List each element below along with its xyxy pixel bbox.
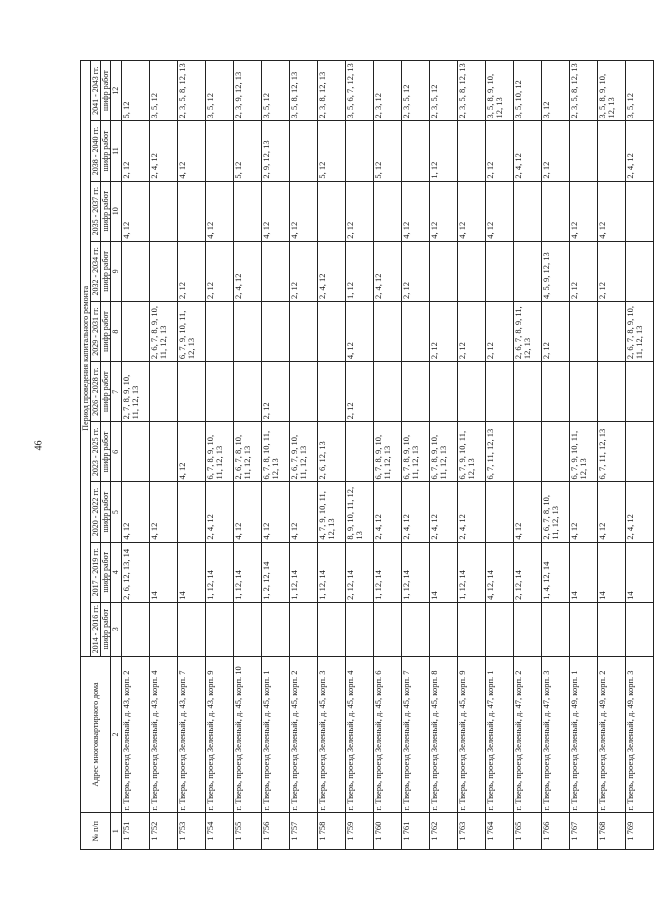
work-code-cell: 2, 4, 12 xyxy=(429,482,457,542)
address-cell: г. Тверь, проезд Зеленый, д. 45, корп. 9 xyxy=(457,656,485,813)
work-code-cell: 14 xyxy=(149,542,177,602)
work-code-cell xyxy=(289,362,317,422)
work-code-cell: 2, 4, 12 xyxy=(625,482,653,542)
work-code-cell: 2, 6, 7, 8, 10, 11, 12, 13 xyxy=(541,482,569,542)
work-code-cell: 4, 12 xyxy=(121,181,149,241)
work-code-cell: 4, 12 xyxy=(289,482,317,542)
work-code-cell xyxy=(625,241,653,301)
row-number-cell: 1 752 xyxy=(149,813,177,850)
work-code-cell: 4, 7, 9, 10, 11, 12, 13 xyxy=(317,482,345,542)
work-code-cell: 4, 12 xyxy=(177,121,205,181)
row-number-cell: 1 754 xyxy=(205,813,233,850)
work-code-cell xyxy=(597,301,625,361)
work-code-cell: 2, 12 xyxy=(121,121,149,181)
row-number-cell: 1 760 xyxy=(373,813,401,850)
work-code-cell: 4, 12 xyxy=(261,181,289,241)
work-code-cell xyxy=(121,241,149,301)
header-period-6: 2032 - 2034 гг. xyxy=(91,241,101,301)
column-number: 9 xyxy=(111,241,122,301)
work-code-cell: 3, 5, 6, 7, 12, 13 xyxy=(345,61,373,121)
row-number-cell: 1 764 xyxy=(485,813,513,850)
work-code-cell: 2, 3, 5, 8, 12, 13 xyxy=(457,61,485,121)
work-code-cell xyxy=(513,602,541,656)
work-code-cell xyxy=(149,362,177,422)
work-code-cell: 2, 12 xyxy=(429,301,457,361)
work-code-cell: 2, 12 xyxy=(541,301,569,361)
row-number-cell: 1 768 xyxy=(597,813,625,850)
work-code-cell: 2, 3, 5, 12 xyxy=(401,61,429,121)
work-code-cell: 2, 4, 12 xyxy=(317,241,345,301)
work-code-cell: 6, 7, 9, 10, 11, 12, 13 xyxy=(569,422,597,482)
work-code-cell: 1, 12, 14 xyxy=(317,542,345,602)
table-row xyxy=(289,61,317,850)
table-row xyxy=(121,61,149,850)
work-code-cell: 2, 12 xyxy=(261,362,289,422)
column-number: 4 xyxy=(111,542,122,602)
address-cell: г. Тверь, проезд Зеленый, д. 45, корп. 1 xyxy=(261,656,289,813)
work-code-cell: 3, 12 xyxy=(541,61,569,121)
address-cell: г. Тверь, проезд Зеленый, д. 45, корп. 10 xyxy=(233,656,261,813)
row-number-cell: 1 751 xyxy=(121,813,149,850)
work-code-cell: 2, 4, 12 xyxy=(205,482,233,542)
column-number: 5 xyxy=(111,482,122,542)
work-code-cell: 6, 7, 8, 10, 11, 12, 13 xyxy=(261,422,289,482)
work-code-cell xyxy=(401,121,429,181)
row-number-cell: 1 762 xyxy=(429,813,457,850)
work-code-cell: 2, 3, 5, 8, 12, 13 xyxy=(569,61,597,121)
work-code-cell xyxy=(121,602,149,656)
column-number: 6 xyxy=(111,422,122,482)
work-code-cell xyxy=(261,301,289,361)
header-period-8: 2038 - 2040 гг. xyxy=(91,121,101,181)
work-code-cell xyxy=(625,181,653,241)
row-number-cell: 1 761 xyxy=(401,813,429,850)
work-code-cell: 1, 12, 14 xyxy=(233,542,261,602)
work-code-cell: 2, 3, 12 xyxy=(373,61,401,121)
work-code-cell: 2, 3, 8, 12, 13 xyxy=(317,61,345,121)
work-code-cell: 2, 4, 12 xyxy=(513,121,541,181)
table-row xyxy=(345,61,373,850)
work-code-cell: 2, 4, 12 xyxy=(373,241,401,301)
row-number-cell: 1 767 xyxy=(569,813,597,850)
table-row xyxy=(205,61,233,850)
repair-schedule-table-wrapper xyxy=(80,60,645,850)
work-code-cell: 2, 6, 7, 8, 9, 10, 11, 12, 13 xyxy=(625,301,653,361)
work-code-cell: 4, 12 xyxy=(233,482,261,542)
work-code-cell: 1, 12 xyxy=(345,241,373,301)
work-code-cell xyxy=(541,602,569,656)
work-code-cell xyxy=(513,241,541,301)
work-code-cell xyxy=(289,121,317,181)
work-code-cell: 6, 7, 11, 12, 13 xyxy=(597,422,625,482)
work-code-cell: 4, 12 xyxy=(401,181,429,241)
work-code-cell xyxy=(513,362,541,422)
work-code-cell: 2, 12 xyxy=(597,241,625,301)
address-cell: г. Тверь, проезд Зеленый, д. 47, корп. 2 xyxy=(513,656,541,813)
header-work-code: шифр работ xyxy=(101,61,111,121)
table-row xyxy=(485,61,513,850)
work-code-cell xyxy=(569,362,597,422)
row-number-cell: 1 759 xyxy=(345,813,373,850)
work-code-cell: 6, 7, 8, 9, 10, 11, 12, 13 xyxy=(205,422,233,482)
column-number: 3 xyxy=(111,602,122,656)
work-code-cell xyxy=(625,602,653,656)
page-number: 46 xyxy=(33,440,45,451)
work-code-cell: 1, 12, 14 xyxy=(289,542,317,602)
address-cell: г. Тверь, проезд Зеленый, д. 43, корп. 7 xyxy=(177,656,205,813)
header-no: № п/п xyxy=(81,813,111,850)
work-code-cell xyxy=(429,362,457,422)
address-cell: г. Тверь, проезд Зеленый, д. 45, корп. 2 xyxy=(289,656,317,813)
work-code-cell: 2, 12 xyxy=(569,241,597,301)
table-row xyxy=(317,61,345,850)
row-number-cell: 1 753 xyxy=(177,813,205,850)
work-code-cell: 3, 5, 10, 12 xyxy=(513,61,541,121)
work-code-cell: 4, 12 xyxy=(485,181,513,241)
work-code-cell xyxy=(485,241,513,301)
work-code-cell: 2, 12, 14 xyxy=(513,542,541,602)
work-code-cell: 2, 6, 7, 8, 9, 11, 12, 13 xyxy=(513,301,541,361)
work-code-cell: 2, 12 xyxy=(345,362,373,422)
work-code-cell: 2, 12 xyxy=(205,241,233,301)
work-code-cell: 2, 4, 12 xyxy=(373,482,401,542)
column-number: 11 xyxy=(111,121,122,181)
work-code-cell: 1, 12, 14 xyxy=(457,542,485,602)
address-cell: г. Тверь, проезд Зеленый, д. 45, корп. 8 xyxy=(429,656,457,813)
work-code-cell: 6, 7, 8, 9, 10, 11, 12, 13 xyxy=(429,422,457,482)
work-code-cell xyxy=(233,181,261,241)
repair-schedule-table xyxy=(80,60,654,850)
work-code-cell: 1, 12 xyxy=(429,121,457,181)
table-row xyxy=(457,61,485,850)
work-code-cell: 2, 12 xyxy=(289,241,317,301)
row-number-cell: 1 755 xyxy=(233,813,261,850)
row-number-cell: 1 763 xyxy=(457,813,485,850)
work-code-cell: 4, 12 xyxy=(261,482,289,542)
work-code-cell: 6, 7, 11, 12, 13 xyxy=(485,422,513,482)
work-code-cell: 3, 5, 8, 9, 10, 12, 13 xyxy=(485,61,513,121)
table-row xyxy=(233,61,261,850)
header-period-2: 2020 - 2022 гг. xyxy=(91,482,101,542)
work-code-cell xyxy=(541,181,569,241)
header-work-code: шифр работ xyxy=(101,422,111,482)
work-code-cell xyxy=(513,181,541,241)
work-code-cell: 4, 12 xyxy=(569,482,597,542)
work-code-cell: 2, 4, 12 xyxy=(401,482,429,542)
work-code-cell: 5, 12 xyxy=(373,121,401,181)
header-period: Период проведения капитального ремонта xyxy=(81,61,91,657)
work-code-cell xyxy=(429,602,457,656)
table-row xyxy=(401,61,429,850)
work-code-cell: 2, 7, 8, 9, 10, 11, 12, 13 xyxy=(121,362,149,422)
work-code-cell xyxy=(373,301,401,361)
work-code-cell xyxy=(569,301,597,361)
work-code-cell: 4, 12 xyxy=(345,301,373,361)
work-code-cell xyxy=(149,422,177,482)
table-row xyxy=(569,61,597,850)
table-row xyxy=(541,61,569,850)
header-period-4: 2026 - 2028 гг. xyxy=(91,362,101,422)
work-code-cell: 4, 12 xyxy=(289,181,317,241)
work-code-cell xyxy=(457,241,485,301)
header-period-7: 2035 - 2037 гг. xyxy=(91,181,101,241)
work-code-cell: 2, 6, 12, 13, 14 xyxy=(121,542,149,602)
work-code-cell xyxy=(205,301,233,361)
column-number: 8 xyxy=(111,301,122,361)
address-cell: г. Тверь, проезд Зеленый, д. 45, корп. 6 xyxy=(373,656,401,813)
work-code-cell: 3, 5, 8, 9, 10, 12, 13 xyxy=(597,61,625,121)
work-code-cell xyxy=(317,301,345,361)
address-cell: г. Тверь, проезд Зеленый, д. 45, корп. 4 xyxy=(345,656,373,813)
work-code-cell xyxy=(485,362,513,422)
work-code-cell xyxy=(625,422,653,482)
work-code-cell: 2, 12 xyxy=(457,301,485,361)
work-code-cell xyxy=(121,301,149,361)
work-code-cell: 3, 5, 12 xyxy=(205,61,233,121)
work-code-cell: 2, 4, 12 xyxy=(149,121,177,181)
work-code-cell xyxy=(345,422,373,482)
work-code-cell xyxy=(457,362,485,422)
work-code-cell xyxy=(261,602,289,656)
table-row xyxy=(261,61,289,850)
work-code-cell: 2, 4, 12 xyxy=(233,241,261,301)
header-address: Адрес многоквартирного дома xyxy=(81,656,111,813)
work-code-cell xyxy=(513,422,541,482)
header-work-code: шифр работ xyxy=(101,542,111,602)
header-period-5: 2029 - 2031 гг. xyxy=(91,301,101,361)
work-code-cell: 4, 12 xyxy=(569,181,597,241)
work-code-cell: 2, 12 xyxy=(177,241,205,301)
work-code-cell xyxy=(177,181,205,241)
work-code-cell: 2, 3, 5, 12 xyxy=(429,61,457,121)
work-code-cell: 4, 12 xyxy=(597,482,625,542)
address-cell: г. Тверь, проезд Зеленый, д. 49, корп. 2 xyxy=(597,656,625,813)
work-code-cell xyxy=(569,602,597,656)
header-work-code: шифр работ xyxy=(101,482,111,542)
work-code-cell: 2, 6, 7, 8, 9, 10, 11, 12, 13 xyxy=(149,301,177,361)
work-code-cell xyxy=(205,602,233,656)
work-code-cell: 5, 12 xyxy=(121,61,149,121)
work-code-cell xyxy=(149,241,177,301)
work-code-cell xyxy=(177,482,205,542)
column-number: 7 xyxy=(111,362,122,422)
work-code-cell: 3, 5, 8, 12, 13 xyxy=(289,61,317,121)
work-code-cell: 2, 9, 12, 13 xyxy=(261,121,289,181)
work-code-cell: 14 xyxy=(569,542,597,602)
work-code-cell: 4, 12 xyxy=(597,181,625,241)
work-code-cell xyxy=(233,301,261,361)
work-code-cell xyxy=(429,241,457,301)
work-code-cell: 2, 12 xyxy=(345,181,373,241)
row-number-cell: 1 769 xyxy=(625,813,653,850)
work-code-cell: 4, 12 xyxy=(149,482,177,542)
work-code-cell: 2, 6, 7, 9, 10, 11, 12, 13 xyxy=(289,422,317,482)
column-number: 10 xyxy=(111,181,122,241)
work-code-cell xyxy=(345,121,373,181)
row-number-cell: 1 766 xyxy=(541,813,569,850)
work-code-cell xyxy=(597,121,625,181)
column-number: 12 xyxy=(111,61,122,121)
work-code-cell: 6, 7, 8, 9, 10, 11, 12, 13 xyxy=(401,422,429,482)
work-code-cell xyxy=(205,362,233,422)
work-code-cell xyxy=(121,422,149,482)
row-number-cell: 1 756 xyxy=(261,813,289,850)
work-code-cell xyxy=(401,301,429,361)
address-cell: г. Тверь, проезд Зеленый, д. 43, корп. 9 xyxy=(205,656,233,813)
work-code-cell: 3, 5, 12 xyxy=(625,61,653,121)
work-code-cell xyxy=(289,301,317,361)
work-code-cell xyxy=(541,362,569,422)
work-code-cell: 2, 3, 5, 8, 12, 13 xyxy=(177,61,205,121)
table-row xyxy=(429,61,457,850)
work-code-cell: 1, 12, 14 xyxy=(401,542,429,602)
work-code-cell xyxy=(317,181,345,241)
work-code-cell xyxy=(541,422,569,482)
work-code-cell: 3, 5, 12 xyxy=(149,61,177,121)
address-cell: г. Тверь, проезд Зеленый, д. 49, корп. 1 xyxy=(569,656,597,813)
address-cell: г. Тверь, проезд Зеленый, д. 47, корп. 3 xyxy=(541,656,569,813)
work-code-cell: 6, 7, 8, 9, 10, 11, 12, 13 xyxy=(373,422,401,482)
work-code-cell xyxy=(205,121,233,181)
work-code-cell: 1, 12, 14 xyxy=(373,542,401,602)
work-code-cell xyxy=(457,602,485,656)
table-row xyxy=(625,61,653,850)
work-code-cell: 4, 5, 9, 12, 13 xyxy=(541,241,569,301)
work-code-cell xyxy=(373,602,401,656)
work-code-cell: 14 xyxy=(597,542,625,602)
work-code-cell: 14 xyxy=(429,542,457,602)
work-code-cell: 4, 12 xyxy=(513,482,541,542)
header-period-0: 2014 - 2016 гг. xyxy=(91,602,101,656)
address-cell: г. Тверь, проезд Зеленый, д. 43, корп. 4 xyxy=(149,656,177,813)
column-number: 1 xyxy=(111,813,122,850)
header-work-code: шифр работ xyxy=(101,301,111,361)
header-work-code: шифр работ xyxy=(101,602,111,656)
header-work-code: шифр работ xyxy=(101,362,111,422)
table-row xyxy=(513,61,541,850)
work-code-cell: 1, 4, 12, 14 xyxy=(541,542,569,602)
work-code-cell: 2, 12 xyxy=(401,241,429,301)
header-work-code: шифр работ xyxy=(101,241,111,301)
work-code-cell xyxy=(289,602,317,656)
work-code-cell: 8, 9, 10, 11, 12, 13 xyxy=(345,482,373,542)
column-number: 2 xyxy=(111,656,122,813)
header-work-code: шифр работ xyxy=(101,181,111,241)
work-code-cell xyxy=(261,241,289,301)
work-code-cell xyxy=(233,362,261,422)
work-code-cell: 3, 5, 12 xyxy=(261,61,289,121)
work-code-cell xyxy=(149,181,177,241)
work-code-cell xyxy=(345,602,373,656)
work-code-cell: 4, 12 xyxy=(205,181,233,241)
work-code-cell: 2, 3, 9, 12, 13 xyxy=(233,61,261,121)
work-code-cell xyxy=(569,121,597,181)
address-cell: г. Тверь, проезд Зеленый, д. 45, корп. 7 xyxy=(401,656,429,813)
address-cell: г. Тверь, проезд Зеленый, д. 43, корп. 2 xyxy=(121,656,149,813)
work-code-cell xyxy=(485,602,513,656)
work-code-cell: 1, 12, 14 xyxy=(205,542,233,602)
work-code-cell: 4, 12 xyxy=(121,482,149,542)
work-code-cell xyxy=(317,602,345,656)
work-code-cell: 4, 12, 14 xyxy=(485,542,513,602)
header-period-1: 2017 - 2019 гг. xyxy=(91,542,101,602)
address-cell: г. Тверь, проезд Зеленый, д. 49, корп. 3 xyxy=(625,656,653,813)
work-code-cell xyxy=(177,362,205,422)
work-code-cell: 4, 12 xyxy=(457,181,485,241)
work-code-cell xyxy=(401,602,429,656)
work-code-cell xyxy=(373,362,401,422)
work-code-cell xyxy=(149,602,177,656)
table-row xyxy=(373,61,401,850)
work-code-cell xyxy=(485,482,513,542)
row-number-cell: 1 757 xyxy=(289,813,317,850)
row-number-cell: 1 758 xyxy=(317,813,345,850)
work-code-cell xyxy=(233,602,261,656)
work-code-cell: 6, 7, 9, 10, 11, 12, 13 xyxy=(457,422,485,482)
work-code-cell: 1, 2, 12, 14 xyxy=(261,542,289,602)
table-row xyxy=(149,61,177,850)
work-code-cell xyxy=(457,121,485,181)
work-code-cell: 4, 12 xyxy=(177,422,205,482)
header-period-3: 2023 - 2025 гг. xyxy=(91,422,101,482)
address-cell: г. Тверь, проезд Зеленый, д. 47, корп. 1 xyxy=(485,656,513,813)
table-row xyxy=(177,61,205,850)
work-code-cell: 6, 7, 9, 10, 11, 12, 13 xyxy=(177,301,205,361)
address-cell: г. Тверь, проезд Зеленый, д. 45, корп. 3 xyxy=(317,656,345,813)
work-code-cell xyxy=(373,181,401,241)
work-code-cell: 2, 12 xyxy=(541,121,569,181)
work-code-cell xyxy=(597,362,625,422)
work-code-cell xyxy=(597,602,625,656)
work-code-cell: 5, 12 xyxy=(317,121,345,181)
row-number-cell: 1 765 xyxy=(513,813,541,850)
work-code-cell xyxy=(625,362,653,422)
work-code-cell xyxy=(401,362,429,422)
work-code-cell: 2, 6, 7, 8, 10, 11, 12, 13 xyxy=(233,422,261,482)
work-code-cell: 14 xyxy=(625,542,653,602)
work-code-cell: 2, 6, 12, 13 xyxy=(317,422,345,482)
work-code-cell: 14 xyxy=(177,542,205,602)
header-work-code: шифр работ xyxy=(101,121,111,181)
work-code-cell: 2, 4, 12 xyxy=(625,121,653,181)
work-code-cell: 2, 12, 14 xyxy=(345,542,373,602)
work-code-cell: 2, 4, 12 xyxy=(457,482,485,542)
work-code-cell xyxy=(177,602,205,656)
table-row xyxy=(597,61,625,850)
work-code-cell: 2, 12 xyxy=(485,121,513,181)
work-code-cell xyxy=(317,362,345,422)
work-code-cell: 5, 12 xyxy=(233,121,261,181)
work-code-cell: 2, 12 xyxy=(485,301,513,361)
work-code-cell: 4, 12 xyxy=(429,181,457,241)
header-period-9: 2041 - 2043 гг. xyxy=(91,61,101,121)
